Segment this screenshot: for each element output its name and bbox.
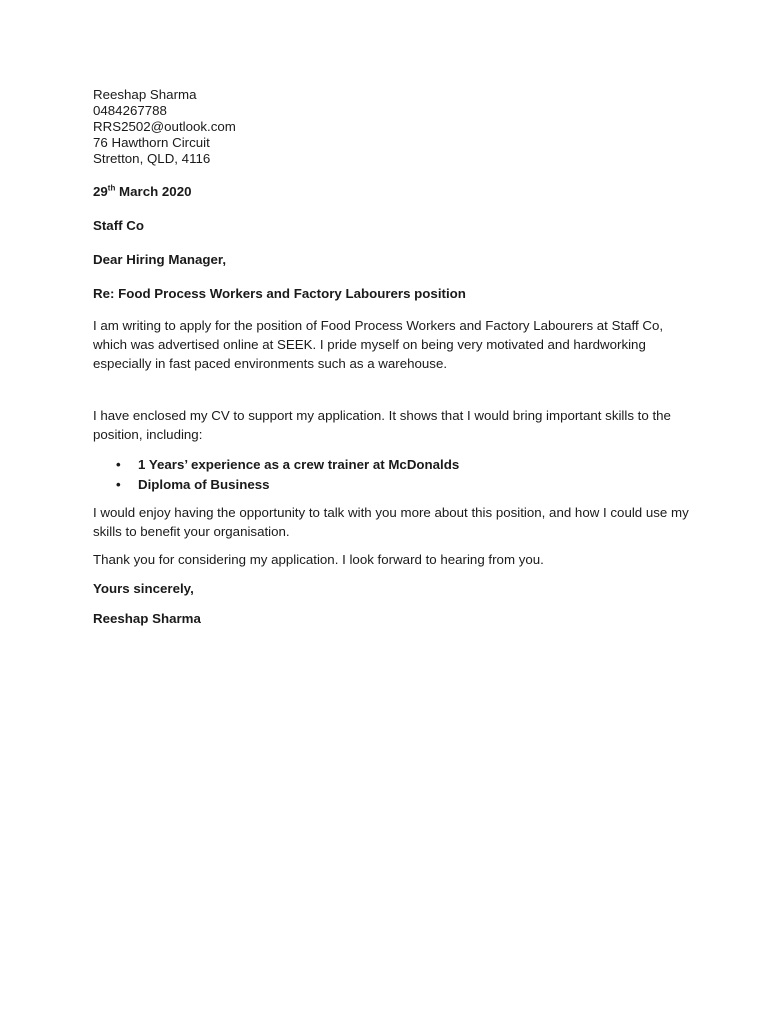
- list-item: [93, 455, 693, 475]
- date-rest: March 2020: [115, 184, 192, 199]
- skills-list: [93, 455, 693, 495]
- list-item: [93, 475, 693, 495]
- sender-address-block: [93, 87, 693, 167]
- date-suffix: th: [107, 183, 116, 193]
- body-paragraph-thanks: Thank you for considering my application. I look forward to hearing from you.: [93, 552, 544, 567]
- bullet-icon: •: [116, 477, 121, 492]
- signature-name: Reeshap Sharma: [93, 611, 201, 626]
- letter-date: [93, 184, 693, 200]
- bullet-icon: •: [116, 457, 121, 472]
- sender-email: RRS2502@outlook.com: [93, 119, 236, 134]
- sender-street: 76 Hawthorn Circuit: [93, 135, 210, 150]
- date-day: 29: [93, 184, 108, 199]
- subject-line: Re: Food Process Workers and Factory Labourers position: [93, 286, 466, 301]
- sender-phone: 0484267788: [93, 103, 167, 118]
- recipient-name: Staff Co: [93, 218, 144, 233]
- body-paragraph-opportunity: I would enjoy having the opportunity to talk with you more about this position, and how I could use my skills to benefit your organisation.: [93, 505, 689, 539]
- letter-page: [93, 87, 693, 627]
- skill-text: 1 Years’ experience as a crew trainer at McDonalds: [138, 457, 460, 472]
- skill-text: Diploma of Business: [138, 477, 270, 492]
- body-paragraph-intro: I am writing to apply for the position of Food Process Workers and Factory Labourers at Staff Co, which was advertised online at SEEK. I pride myself on being very motivated and hardworking especially in fast paced environments such as a warehouse.: [93, 318, 664, 371]
- sender-city: Stretton, QLD, 4116: [93, 151, 211, 166]
- salutation: Dear Hiring Manager,: [93, 252, 227, 267]
- body-paragraph-cv: I have enclosed my CV to support my application. It shows that I would bring important skills to the position, including:: [93, 408, 671, 442]
- closing-line: Yours sincerely,: [93, 581, 194, 596]
- sender-name: Reeshap Sharma: [93, 87, 197, 102]
